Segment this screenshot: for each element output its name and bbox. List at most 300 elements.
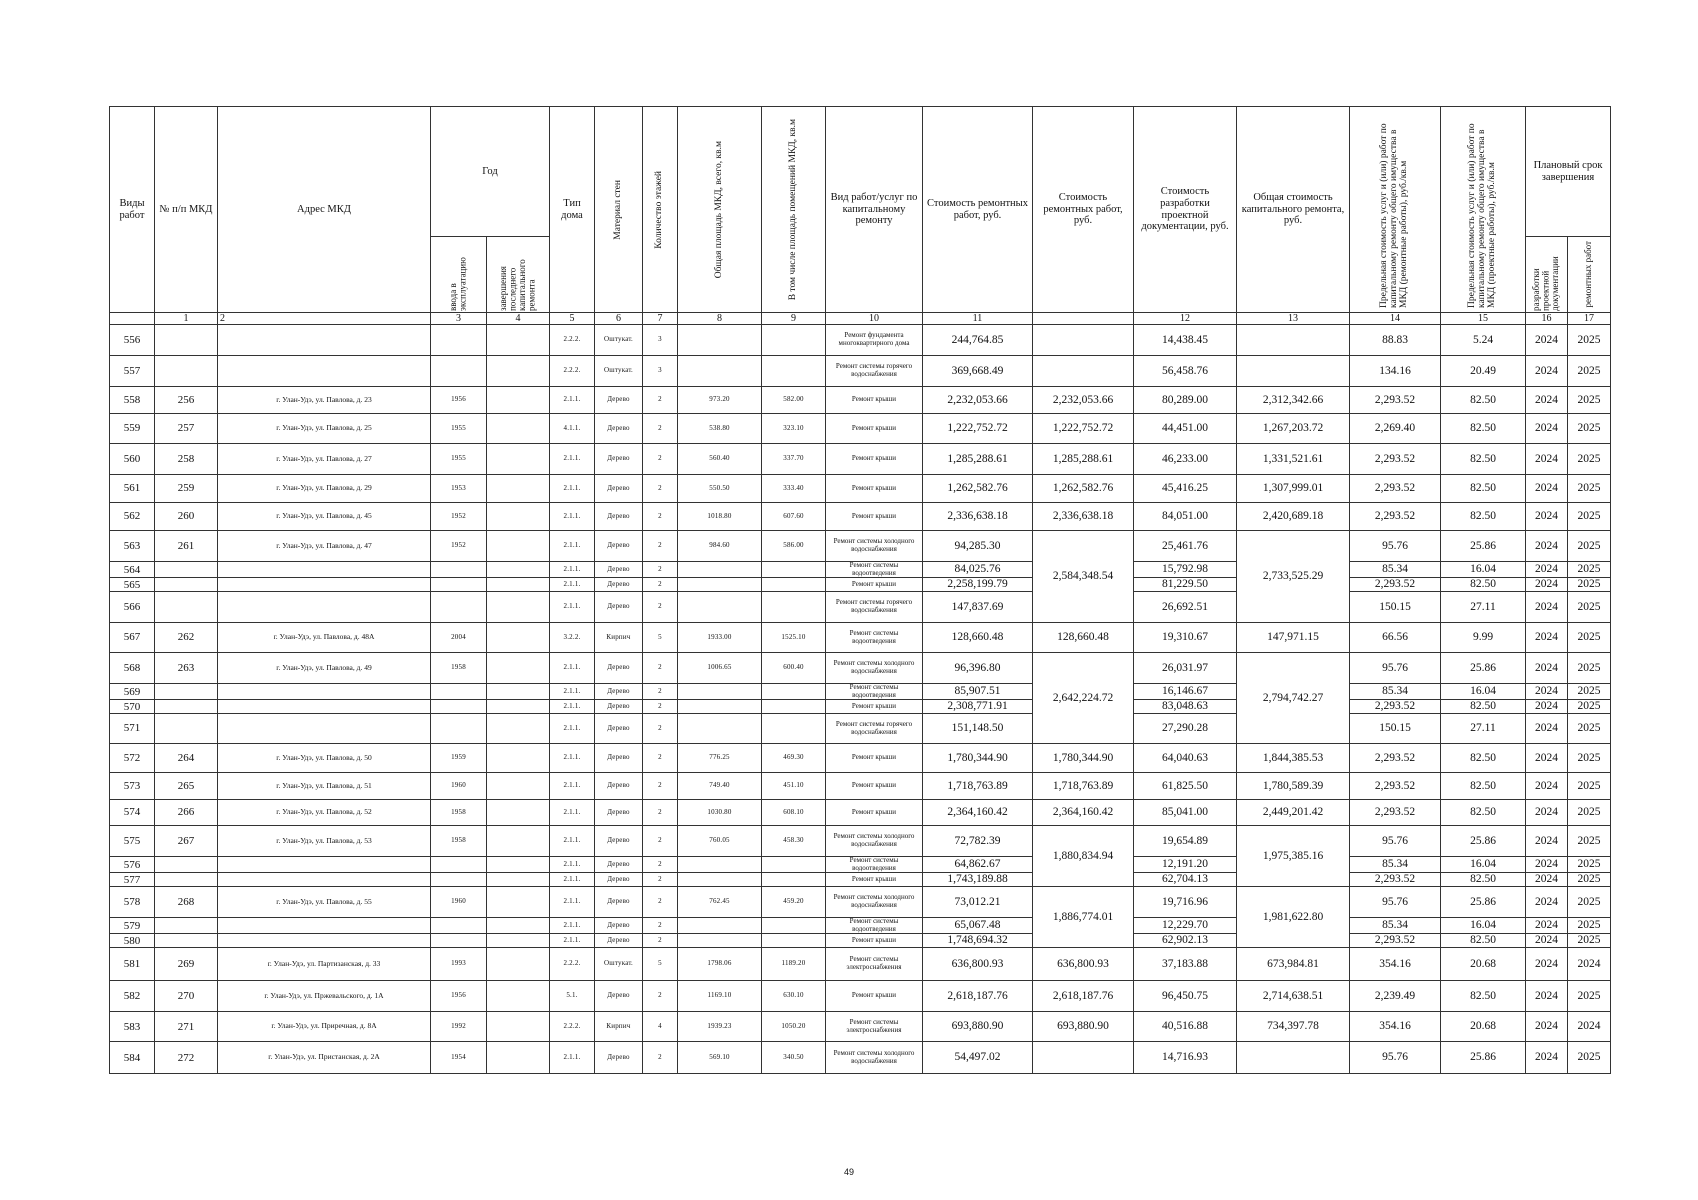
cell-year-last-repair <box>487 562 550 578</box>
cell-limit-repair: 2,269.40 <box>1350 414 1441 444</box>
cell-work-type: Ремонт системы холодного водоснабжения <box>826 653 923 684</box>
cell-mkd-number: 271 <box>155 1012 218 1042</box>
cell-wall-material: Дерево <box>595 387 643 414</box>
cell-cost-total: 1,267,203.72 <box>1237 414 1350 444</box>
cell-year-commission <box>431 684 487 700</box>
cell-area-total <box>678 700 762 714</box>
cell-area-total <box>678 684 762 700</box>
cell-year-last-repair <box>487 531 550 562</box>
cell-row-number: 560 <box>110 444 155 475</box>
cell-limit-design: 82.50 <box>1441 578 1526 592</box>
cell-work-type: Ремонт крыши <box>826 387 923 414</box>
cell-plan-design: 2024 <box>1526 503 1568 531</box>
cell-year-last-repair <box>487 623 550 653</box>
cell-floors: 2 <box>643 773 678 800</box>
col-header-material: Материал стен <box>595 107 643 313</box>
cell-cost-repair-total: 2,584,348.54 <box>1033 531 1134 623</box>
cell-wall-material: Дерево <box>595 531 643 562</box>
cell-year-last-repair <box>487 700 550 714</box>
cell-area-total: 762.45 <box>678 887 762 918</box>
cell-year-commission: 1958 <box>431 800 487 826</box>
cell-area-total: 569.10 <box>678 1042 762 1074</box>
cell-mkd-number: 267 <box>155 826 218 857</box>
cell-limit-design: 82.50 <box>1441 873 1526 887</box>
table-row <box>110 1042 1611 1074</box>
cell-cost-repair: 147,837.69 <box>923 592 1033 623</box>
cell-area-rooms <box>762 700 826 714</box>
cell-area-rooms: 459.20 <box>762 887 826 918</box>
cell-year-last-repair <box>487 356 550 387</box>
table-row <box>110 684 1611 700</box>
cell-area-total <box>678 714 762 744</box>
cell-area-rooms <box>762 918 826 934</box>
cell-work-type: Ремонт системы электроснабжения <box>826 1012 923 1042</box>
cell-floors: 2 <box>643 444 678 475</box>
col-header-cost-total: Общая стоимость капитального ремонта, руб. <box>1237 107 1350 313</box>
cell-address: г. Улан-Удэ, ул. Павлова, д. 23 <box>218 387 431 414</box>
cell-house-type: 2.1.1. <box>550 592 595 623</box>
cell-row-number: 573 <box>110 773 155 800</box>
table-row <box>110 592 1611 623</box>
cell-row-number: 563 <box>110 531 155 562</box>
cell-wall-material: Дерево <box>595 826 643 857</box>
cell-limit-design: 9.99 <box>1441 623 1526 653</box>
cell-year-commission <box>431 918 487 934</box>
cell-limit-repair: 85.34 <box>1350 857 1441 873</box>
cell-house-type: 2.1.1. <box>550 857 595 873</box>
capital-repair-table <box>109 106 1611 1074</box>
col-header-area-rooms: В том числе площадь помещений МКД, кв.м <box>762 107 826 313</box>
cell-cost-repair: 636,800.93 <box>923 948 1033 981</box>
cell-wall-material: Дерево <box>595 503 643 531</box>
cell-address: г. Улан-Удэ, ул. Павлова, д. 49 <box>218 653 431 684</box>
col-header-cost-design: Стоимость разработки проектной документации, руб. <box>1134 107 1237 313</box>
cell-cost-total: 734,397.78 <box>1237 1012 1350 1042</box>
cell-area-rooms <box>762 356 826 387</box>
cell-cost-design: 26,692.51 <box>1134 592 1237 623</box>
cell-mkd-number: 261 <box>155 531 218 562</box>
cell-cost-repair-total <box>1033 1042 1134 1074</box>
cell-cost-repair-total: 1,262,582.76 <box>1033 475 1134 503</box>
cell-year-last-repair <box>487 981 550 1012</box>
col-header-plan: Плановый срок завершения <box>1526 107 1611 237</box>
table-body <box>110 325 1611 1074</box>
cell-address <box>218 857 431 873</box>
cell-limit-repair: 134.16 <box>1350 356 1441 387</box>
table-row <box>110 700 1611 714</box>
cell-limit-design: 25.86 <box>1441 826 1526 857</box>
cell-plan-design: 2024 <box>1526 857 1568 873</box>
cell-year-commission <box>431 714 487 744</box>
cell-row-number: 572 <box>110 744 155 773</box>
cell-cost-design: 62,902.13 <box>1134 934 1237 948</box>
cell-limit-repair: 2,293.52 <box>1350 444 1441 475</box>
cell-limit-repair: 2,293.52 <box>1350 800 1441 826</box>
cell-floors: 2 <box>643 684 678 700</box>
cell-cost-repair: 244,764.85 <box>923 325 1033 356</box>
cell-limit-repair: 95.76 <box>1350 653 1441 684</box>
cell-row-number: 566 <box>110 592 155 623</box>
cell-plan-repair: 2025 <box>1568 826 1611 857</box>
cell-mkd-number: 272 <box>155 1042 218 1074</box>
cell-cost-design: 40,516.88 <box>1134 1012 1237 1042</box>
cell-house-type: 2.1.1. <box>550 714 595 744</box>
cell-house-type: 5.1. <box>550 981 595 1012</box>
cell-address <box>218 918 431 934</box>
cell-area-rooms <box>762 684 826 700</box>
cell-cost-design: 96,450.75 <box>1134 981 1237 1012</box>
cell-plan-repair: 2024 <box>1568 948 1611 981</box>
cell-mkd-number <box>155 857 218 873</box>
cell-plan-repair: 2025 <box>1568 325 1611 356</box>
cell-mkd-number: 263 <box>155 653 218 684</box>
cell-mkd-number <box>155 592 218 623</box>
cell-floors: 2 <box>643 1042 678 1074</box>
cell-plan-design: 2024 <box>1526 826 1568 857</box>
cell-wall-material: Кирпич <box>595 623 643 653</box>
cell-limit-repair: 2,239.49 <box>1350 981 1441 1012</box>
cell-cost-repair: 1,285,288.61 <box>923 444 1033 475</box>
cell-area-rooms: 469.30 <box>762 744 826 773</box>
cell-wall-material: Дерево <box>595 414 643 444</box>
cell-row-number: 584 <box>110 1042 155 1074</box>
cell-year-last-repair <box>487 325 550 356</box>
cell-address: г. Улан-Удэ, ул. Павлова, д. 53 <box>218 826 431 857</box>
table-row <box>110 948 1611 981</box>
cell-cost-total <box>1237 356 1350 387</box>
cell-limit-design: 27.11 <box>1441 714 1526 744</box>
cell-cost-total <box>1237 1042 1350 1074</box>
cell-plan-design: 2024 <box>1526 387 1568 414</box>
cell-plan-design: 2024 <box>1526 578 1568 592</box>
col-header-plan-design: разработки проектной документации <box>1526 237 1568 313</box>
cell-work-type: Ремонт фундамента многоквартирного дома <box>826 325 923 356</box>
cell-mkd-number: 259 <box>155 475 218 503</box>
cell-cost-repair: 2,364,160.42 <box>923 800 1033 826</box>
cell-year-commission <box>431 578 487 592</box>
cell-area-rooms: 607.60 <box>762 503 826 531</box>
page-number: 49 <box>843 1167 854 1177</box>
col-header-limit-design: Предельная стоимость услуг и (или) работ по капитальному ремонту общего имущества в МКД (проектные работы), руб./кв.м <box>1441 107 1526 313</box>
cell-year-commission <box>431 857 487 873</box>
cell-year-commission <box>431 562 487 578</box>
cell-year-last-repair <box>487 444 550 475</box>
cell-plan-design: 2024 <box>1526 414 1568 444</box>
cell-year-commission: 1955 <box>431 444 487 475</box>
cell-address <box>218 356 431 387</box>
cell-address <box>218 592 431 623</box>
cell-cost-repair: 2,258,199.79 <box>923 578 1033 592</box>
cell-wall-material: Дерево <box>595 934 643 948</box>
cell-limit-design: 82.50 <box>1441 475 1526 503</box>
cell-plan-repair: 2025 <box>1568 981 1611 1012</box>
cell-area-rooms: 600.40 <box>762 653 826 684</box>
cell-area-total <box>678 356 762 387</box>
col-header-plan-repair: ремонтных работ <box>1568 237 1611 313</box>
cell-house-type: 2.1.1. <box>550 503 595 531</box>
cell-cost-design: 25,461.76 <box>1134 531 1237 562</box>
cell-limit-repair: 95.76 <box>1350 887 1441 918</box>
cell-floors: 2 <box>643 592 678 623</box>
cell-limit-design: 25.86 <box>1441 531 1526 562</box>
cell-limit-design: 25.86 <box>1441 1042 1526 1074</box>
cell-house-type: 2.1.1. <box>550 800 595 826</box>
cell-floors: 2 <box>643 934 678 948</box>
cell-cost-repair: 369,668.49 <box>923 356 1033 387</box>
cell-floors: 2 <box>643 503 678 531</box>
cell-area-total: 560.40 <box>678 444 762 475</box>
cell-area-total: 538.80 <box>678 414 762 444</box>
cell-row-number: 570 <box>110 700 155 714</box>
cell-cost-total: 2,420,689.18 <box>1237 503 1350 531</box>
cell-area-rooms <box>762 578 826 592</box>
cell-cost-total: 1,981,622.80 <box>1237 887 1350 948</box>
cell-cost-total <box>1237 325 1350 356</box>
cell-year-commission: 1952 <box>431 531 487 562</box>
cell-wall-material: Кирпич <box>595 1012 643 1042</box>
cell-limit-design: 16.04 <box>1441 857 1526 873</box>
cell-year-commission: 1953 <box>431 475 487 503</box>
col-header-floors: Количество этажей <box>643 107 678 313</box>
cell-year-last-repair <box>487 934 550 948</box>
cell-area-total: 984.60 <box>678 531 762 562</box>
cell-row-number: 558 <box>110 387 155 414</box>
cell-limit-design: 82.50 <box>1441 444 1526 475</box>
cell-limit-repair: 95.76 <box>1350 531 1441 562</box>
cell-address: г. Улан-Удэ, ул. Павлова, д. 52 <box>218 800 431 826</box>
cell-cost-design: 19,716.96 <box>1134 887 1237 918</box>
cell-work-type: Ремонт крыши <box>826 503 923 531</box>
cell-wall-material: Дерево <box>595 773 643 800</box>
cell-address <box>218 714 431 744</box>
cell-cost-repair: 1,743,189.88 <box>923 873 1033 887</box>
cell-work-type: Ремонт крыши <box>826 744 923 773</box>
cell-area-total: 776.25 <box>678 744 762 773</box>
cell-plan-design: 2024 <box>1526 700 1568 714</box>
cell-mkd-number: 257 <box>155 414 218 444</box>
cell-plan-design: 2024 <box>1526 773 1568 800</box>
cell-area-total <box>678 857 762 873</box>
cell-plan-repair: 2025 <box>1568 414 1611 444</box>
cell-floors: 2 <box>643 387 678 414</box>
cell-plan-design: 2024 <box>1526 356 1568 387</box>
cell-plan-design: 2024 <box>1526 800 1568 826</box>
cell-area-total: 1018.80 <box>678 503 762 531</box>
cell-area-rooms <box>762 714 826 744</box>
cell-work-type: Ремонт системы водоотведения <box>826 562 923 578</box>
cell-work-type: Ремонт системы водоотведения <box>826 918 923 934</box>
cell-wall-material: Дерево <box>595 714 643 744</box>
cell-limit-repair: 88.83 <box>1350 325 1441 356</box>
cell-area-total <box>678 325 762 356</box>
cell-plan-repair: 2025 <box>1568 475 1611 503</box>
cell-cost-repair: 1,780,344.90 <box>923 744 1033 773</box>
cell-cost-total: 1,780,589.39 <box>1237 773 1350 800</box>
cell-area-rooms <box>762 325 826 356</box>
cell-area-rooms: 458.30 <box>762 826 826 857</box>
cell-plan-repair: 2025 <box>1568 653 1611 684</box>
cell-area-rooms: 1525.10 <box>762 623 826 653</box>
cell-area-rooms: 323.10 <box>762 414 826 444</box>
table-row <box>110 981 1611 1012</box>
cell-area-rooms: 333.40 <box>762 475 826 503</box>
cell-mkd-number <box>155 918 218 934</box>
cell-row-number: 574 <box>110 800 155 826</box>
table-row <box>110 1012 1611 1042</box>
cell-limit-repair: 66.56 <box>1350 623 1441 653</box>
cell-plan-repair: 2025 <box>1568 744 1611 773</box>
cell-plan-repair: 2025 <box>1568 531 1611 562</box>
cell-cost-design: 46,233.00 <box>1134 444 1237 475</box>
cell-year-commission: 1960 <box>431 773 487 800</box>
cell-cost-design: 83,048.63 <box>1134 700 1237 714</box>
cell-house-type: 2.1.1. <box>550 531 595 562</box>
cell-cost-total: 1,331,521.61 <box>1237 444 1350 475</box>
cell-plan-repair: 2025 <box>1568 684 1611 700</box>
cell-mkd-number <box>155 578 218 592</box>
cell-cost-repair-total: 1,222,752.72 <box>1033 414 1134 444</box>
cell-wall-material: Дерево <box>595 744 643 773</box>
cell-limit-design: 20.68 <box>1441 1012 1526 1042</box>
cell-mkd-number <box>155 562 218 578</box>
cell-cost-repair: 693,880.90 <box>923 1012 1033 1042</box>
cell-cost-repair-total: 2,618,187.76 <box>1033 981 1134 1012</box>
cell-area-total <box>678 592 762 623</box>
cell-cost-design: 19,310.67 <box>1134 623 1237 653</box>
cell-cost-repair: 1,222,752.72 <box>923 414 1033 444</box>
cell-limit-repair: 150.15 <box>1350 714 1441 744</box>
cell-floors: 2 <box>643 700 678 714</box>
cell-cost-repair: 128,660.48 <box>923 623 1033 653</box>
table-row <box>110 800 1611 826</box>
cell-plan-repair: 2025 <box>1568 800 1611 826</box>
cell-work-type: Ремонт крыши <box>826 981 923 1012</box>
cell-house-type: 2.1.1. <box>550 653 595 684</box>
cell-limit-design: 82.50 <box>1441 414 1526 444</box>
cell-limit-repair: 2,293.52 <box>1350 773 1441 800</box>
cell-house-type: 2.1.1. <box>550 887 595 918</box>
cell-plan-design: 2024 <box>1526 1012 1568 1042</box>
cell-work-type: Ремонт крыши <box>826 700 923 714</box>
cell-area-total <box>678 934 762 948</box>
cell-area-rooms <box>762 934 826 948</box>
cell-year-last-repair <box>487 918 550 934</box>
cell-wall-material: Дерево <box>595 800 643 826</box>
cell-area-rooms: 1050.20 <box>762 1012 826 1042</box>
cell-address: г. Улан-Удэ, ул. Пржевальского, д. 1А <box>218 981 431 1012</box>
table-row <box>110 475 1611 503</box>
cell-year-last-repair <box>487 653 550 684</box>
table-row <box>110 714 1611 744</box>
cell-house-type: 2.1.1. <box>550 873 595 887</box>
cell-row-number: 556 <box>110 325 155 356</box>
cell-area-rooms: 582.00 <box>762 387 826 414</box>
cell-work-type: Ремонт крыши <box>826 444 923 475</box>
cell-row-number: 567 <box>110 623 155 653</box>
cell-floors: 2 <box>643 826 678 857</box>
cell-limit-repair: 2,293.52 <box>1350 578 1441 592</box>
column-index-row: 1 2 3 4 5 6 7 8 9 10 11 12 13 14 15 16 17 <box>110 313 1611 325</box>
table-row <box>110 578 1611 592</box>
table-row <box>110 356 1611 387</box>
cell-limit-repair: 150.15 <box>1350 592 1441 623</box>
cell-limit-repair: 85.34 <box>1350 918 1441 934</box>
cell-wall-material: Дерево <box>595 873 643 887</box>
table-row <box>110 934 1611 948</box>
cell-area-total: 1030.80 <box>678 800 762 826</box>
table-row <box>110 887 1611 918</box>
cell-cost-repair-total: 1,780,344.90 <box>1033 744 1134 773</box>
cell-plan-repair: 2025 <box>1568 918 1611 934</box>
cell-year-commission: 1958 <box>431 826 487 857</box>
cell-plan-design: 2024 <box>1526 1042 1568 1074</box>
cell-cost-design: 14,716.93 <box>1134 1042 1237 1074</box>
cell-plan-design: 2024 <box>1526 948 1568 981</box>
cell-house-type: 2.1.1. <box>550 387 595 414</box>
cell-limit-repair: 85.34 <box>1350 684 1441 700</box>
cell-house-type: 2.2.2. <box>550 1012 595 1042</box>
cell-plan-design: 2024 <box>1526 592 1568 623</box>
cell-area-rooms: 1189.20 <box>762 948 826 981</box>
cell-work-type: Ремонт системы электроснабжения <box>826 948 923 981</box>
cell-mkd-number: 265 <box>155 773 218 800</box>
cell-row-number: 579 <box>110 918 155 934</box>
col-header-type: Тип дома <box>550 107 595 313</box>
cell-address: г. Улан-Удэ, ул. Павлова, д. 25 <box>218 414 431 444</box>
cell-work-type: Ремонт системы холодного водоснабжения <box>826 531 923 562</box>
col-header-cost-repair: Стоимость ремонтных работ, руб. <box>923 107 1033 313</box>
cell-plan-design: 2024 <box>1526 918 1568 934</box>
cell-area-rooms: 337.70 <box>762 444 826 475</box>
cell-limit-design: 20.49 <box>1441 356 1526 387</box>
cell-plan-repair: 2025 <box>1568 387 1611 414</box>
table-row <box>110 773 1611 800</box>
cell-cost-total: 1,975,385.16 <box>1237 826 1350 887</box>
cell-plan-design: 2024 <box>1526 623 1568 653</box>
cell-row-number: 557 <box>110 356 155 387</box>
cell-year-last-repair <box>487 873 550 887</box>
cell-cost-design: 15,792.98 <box>1134 562 1237 578</box>
cell-mkd-number <box>155 700 218 714</box>
cell-cost-design: 45,416.25 <box>1134 475 1237 503</box>
cell-cost-design: 26,031.97 <box>1134 653 1237 684</box>
cell-limit-design: 16.04 <box>1441 562 1526 578</box>
cell-house-type: 2.1.1. <box>550 444 595 475</box>
cell-area-total: 760.05 <box>678 826 762 857</box>
cell-year-commission: 1956 <box>431 981 487 1012</box>
cell-cost-repair: 1,262,582.76 <box>923 475 1033 503</box>
cell-work-type: Ремонт крыши <box>826 873 923 887</box>
cell-floors: 2 <box>643 578 678 592</box>
cell-house-type: 2.2.2. <box>550 948 595 981</box>
cell-limit-design: 82.50 <box>1441 744 1526 773</box>
cell-area-rooms <box>762 857 826 873</box>
cell-cost-design: 61,825.50 <box>1134 773 1237 800</box>
cell-limit-design: 82.50 <box>1441 387 1526 414</box>
cell-cost-design: 37,183.88 <box>1134 948 1237 981</box>
cell-limit-design: 16.04 <box>1441 918 1526 934</box>
cell-area-total: 1798.06 <box>678 948 762 981</box>
cell-mkd-number <box>155 325 218 356</box>
cell-floors: 2 <box>643 714 678 744</box>
col-header-vid: Виды работ <box>110 107 155 313</box>
cell-cost-repair-total <box>1033 356 1134 387</box>
cell-cost-repair: 151,148.50 <box>923 714 1033 744</box>
cell-floors: 2 <box>643 981 678 1012</box>
cell-cost-repair-total <box>1033 325 1134 356</box>
cell-limit-repair: 354.16 <box>1350 948 1441 981</box>
cell-row-number: 577 <box>110 873 155 887</box>
